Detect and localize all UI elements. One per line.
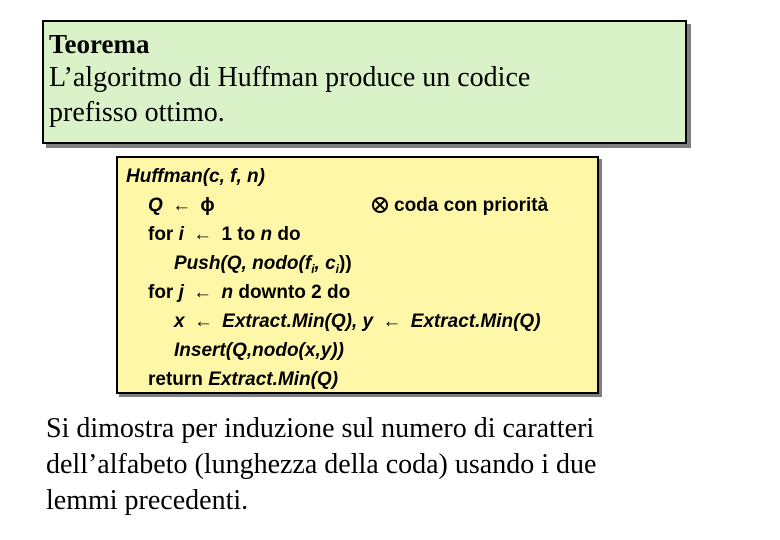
- algorithm-box: [116, 156, 599, 394]
- return-keyword: return: [148, 369, 203, 390]
- for-keyword-2: for: [148, 282, 174, 303]
- x-variable: x: [174, 311, 185, 332]
- theorem-title: Teorema: [49, 29, 150, 59]
- push-close: )): [339, 253, 352, 274]
- downto-clause: downto 2 do: [238, 282, 351, 303]
- q-variable: Q: [148, 195, 163, 216]
- push-middle: , c: [314, 253, 336, 274]
- left-arrow-icon: ←: [382, 311, 402, 332]
- algorithm-header: [126, 166, 265, 188]
- loop-range-start: 1 to: [221, 224, 256, 245]
- algorithm-init-line: [148, 195, 549, 217]
- for-keyword: for: [148, 224, 174, 245]
- algorithm-args: (c, f, n): [202, 166, 265, 187]
- n-variable-2: n: [221, 282, 234, 303]
- conclusion-line-2: dell’alfabeto (lunghezza della coda) usando i due: [46, 449, 597, 480]
- comment-text: coda con priorità: [394, 195, 549, 216]
- n-variable: n: [260, 224, 273, 245]
- insert-call: Insert(Q,nodo(x,y)): [174, 340, 344, 361]
- return-line: [148, 369, 338, 391]
- for-loop-1: [148, 224, 301, 246]
- left-arrow-icon: ←: [193, 224, 213, 245]
- left-arrow-icon: ←: [172, 195, 192, 216]
- conclusion-line-1: Si dimostra per induzione sul numero di caratteri: [46, 413, 595, 444]
- algorithm-comment: [372, 195, 548, 217]
- circled-x-icon: [372, 197, 388, 213]
- algorithm-name: Huffman: [126, 166, 203, 187]
- extract-call-1: Extract.Min(Q), y: [222, 311, 374, 332]
- extract-line: [174, 311, 541, 333]
- push-call: Push(Q, nodo(f: [174, 253, 312, 274]
- left-arrow-icon: ←: [193, 282, 213, 303]
- return-expression: Extract.Min(Q): [208, 369, 339, 390]
- push-subscript-2: i: [335, 262, 340, 276]
- do-keyword: do: [277, 224, 301, 245]
- phi-symbol: ϕ: [200, 195, 215, 216]
- insert-line: [174, 340, 344, 362]
- i-variable: i: [178, 224, 184, 245]
- theorem-box: [42, 20, 687, 144]
- j-variable: j: [178, 282, 184, 303]
- theorem-line-2: prefisso ottimo.: [49, 97, 225, 128]
- for-loop-2: [148, 282, 350, 304]
- push-line: [174, 253, 352, 276]
- left-arrow-icon: ←: [193, 311, 213, 332]
- conclusion-text: [46, 411, 746, 519]
- theorem-line-1: L’algoritmo di Huffman produce un codice: [49, 62, 531, 93]
- push-subscript-1: i: [311, 262, 315, 276]
- extract-call-2: Extract.Min(Q): [410, 311, 541, 332]
- conclusion-line-3: lemmi precedenti.: [46, 485, 249, 516]
